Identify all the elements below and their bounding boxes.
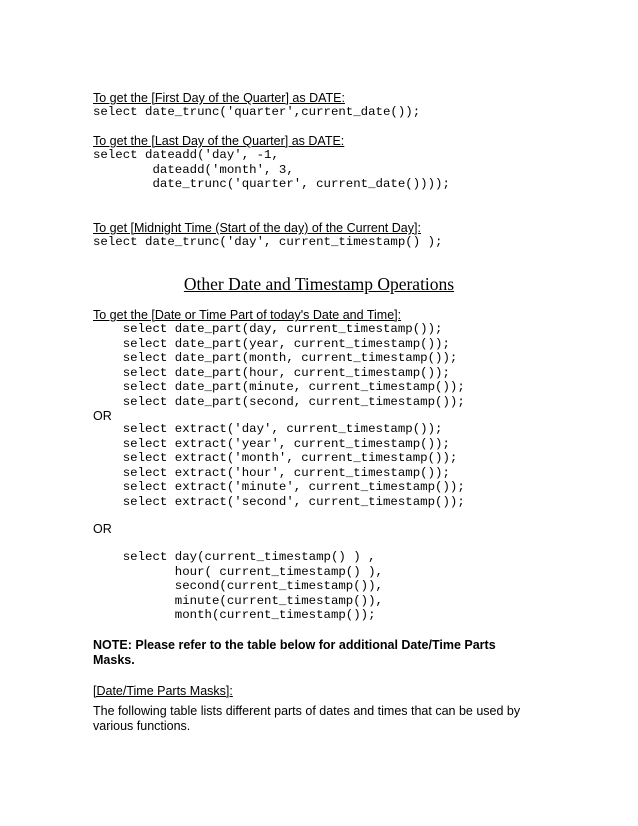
last-day-code-line: dateadd('month', 3, xyxy=(93,162,294,177)
masks-description: The following table lists different parts of dates and times that can be used by various functions. xyxy=(93,704,521,733)
code-line: select day(current_timestamp() ) , xyxy=(93,550,376,564)
code-line: select extract('month', current_timestamp()); xyxy=(93,451,458,465)
or-separator: OR xyxy=(93,409,112,423)
last-day-code-line: select dateadd('day', -1, xyxy=(93,148,279,162)
or-separator: OR xyxy=(93,522,112,536)
first-day-code: select date_trunc('quarter',current_date()); xyxy=(93,105,421,119)
section-heading-text: Other Date and Timestamp Operations xyxy=(183,274,455,294)
code-line: select extract('minute', current_timestamp()); xyxy=(93,480,465,494)
first-day-label: To get the [First Day of the Quarter] as DATE: xyxy=(93,91,345,105)
midnight-code: select date_trunc('day', current_timestamp() ); xyxy=(93,235,443,249)
code-line: select date_part(day, current_timestamp()); xyxy=(93,322,443,336)
code-line: hour( current_timestamp() ), xyxy=(93,564,383,579)
code-line: select extract('year', current_timestamp()); xyxy=(93,436,450,451)
code-line: select date_part(minute, current_timestamp()); xyxy=(93,380,465,394)
code-line: select date_part(year, current_timestamp()); xyxy=(93,336,450,351)
last-day-code-line: date_trunc('quarter', current_date()))); xyxy=(93,177,450,191)
masks-label: [Date/Time Parts Masks]: xyxy=(93,684,233,698)
last-day-label: To get the [Last Day of the Quarter] as DATE: xyxy=(93,134,345,148)
code-line: select extract('second', current_timestamp()); xyxy=(93,494,465,509)
code-line: select date_part(second, current_timestamp()); xyxy=(93,394,465,409)
code-line: month(current_timestamp()); xyxy=(93,608,376,622)
code-line: select date_part(hour, current_timestamp()); xyxy=(93,365,450,380)
midnight-label: To get [Midnight Time (Start of the day) of the Current Day]: xyxy=(93,221,421,235)
date-part-code-block xyxy=(93,322,465,409)
code-line: minute(current_timestamp()), xyxy=(93,593,383,608)
section-heading xyxy=(0,274,638,294)
func-code-block xyxy=(93,550,383,623)
code-line: second(current_timestamp()), xyxy=(93,579,383,593)
code-line: select extract('day', current_timestamp()); xyxy=(93,422,443,436)
date-part-label xyxy=(93,308,401,323)
code-line: select date_part(month, current_timestamp()); xyxy=(93,351,458,365)
note-text: NOTE: Please refer to the table below for additional Date/Time Parts Masks. xyxy=(93,638,496,667)
extract-code-block xyxy=(93,422,465,509)
date-part-label-text: To get the [Date or Time Part of today's Date and Time]: xyxy=(93,308,402,322)
code-line: select extract('hour', current_timestamp()); xyxy=(93,465,450,480)
